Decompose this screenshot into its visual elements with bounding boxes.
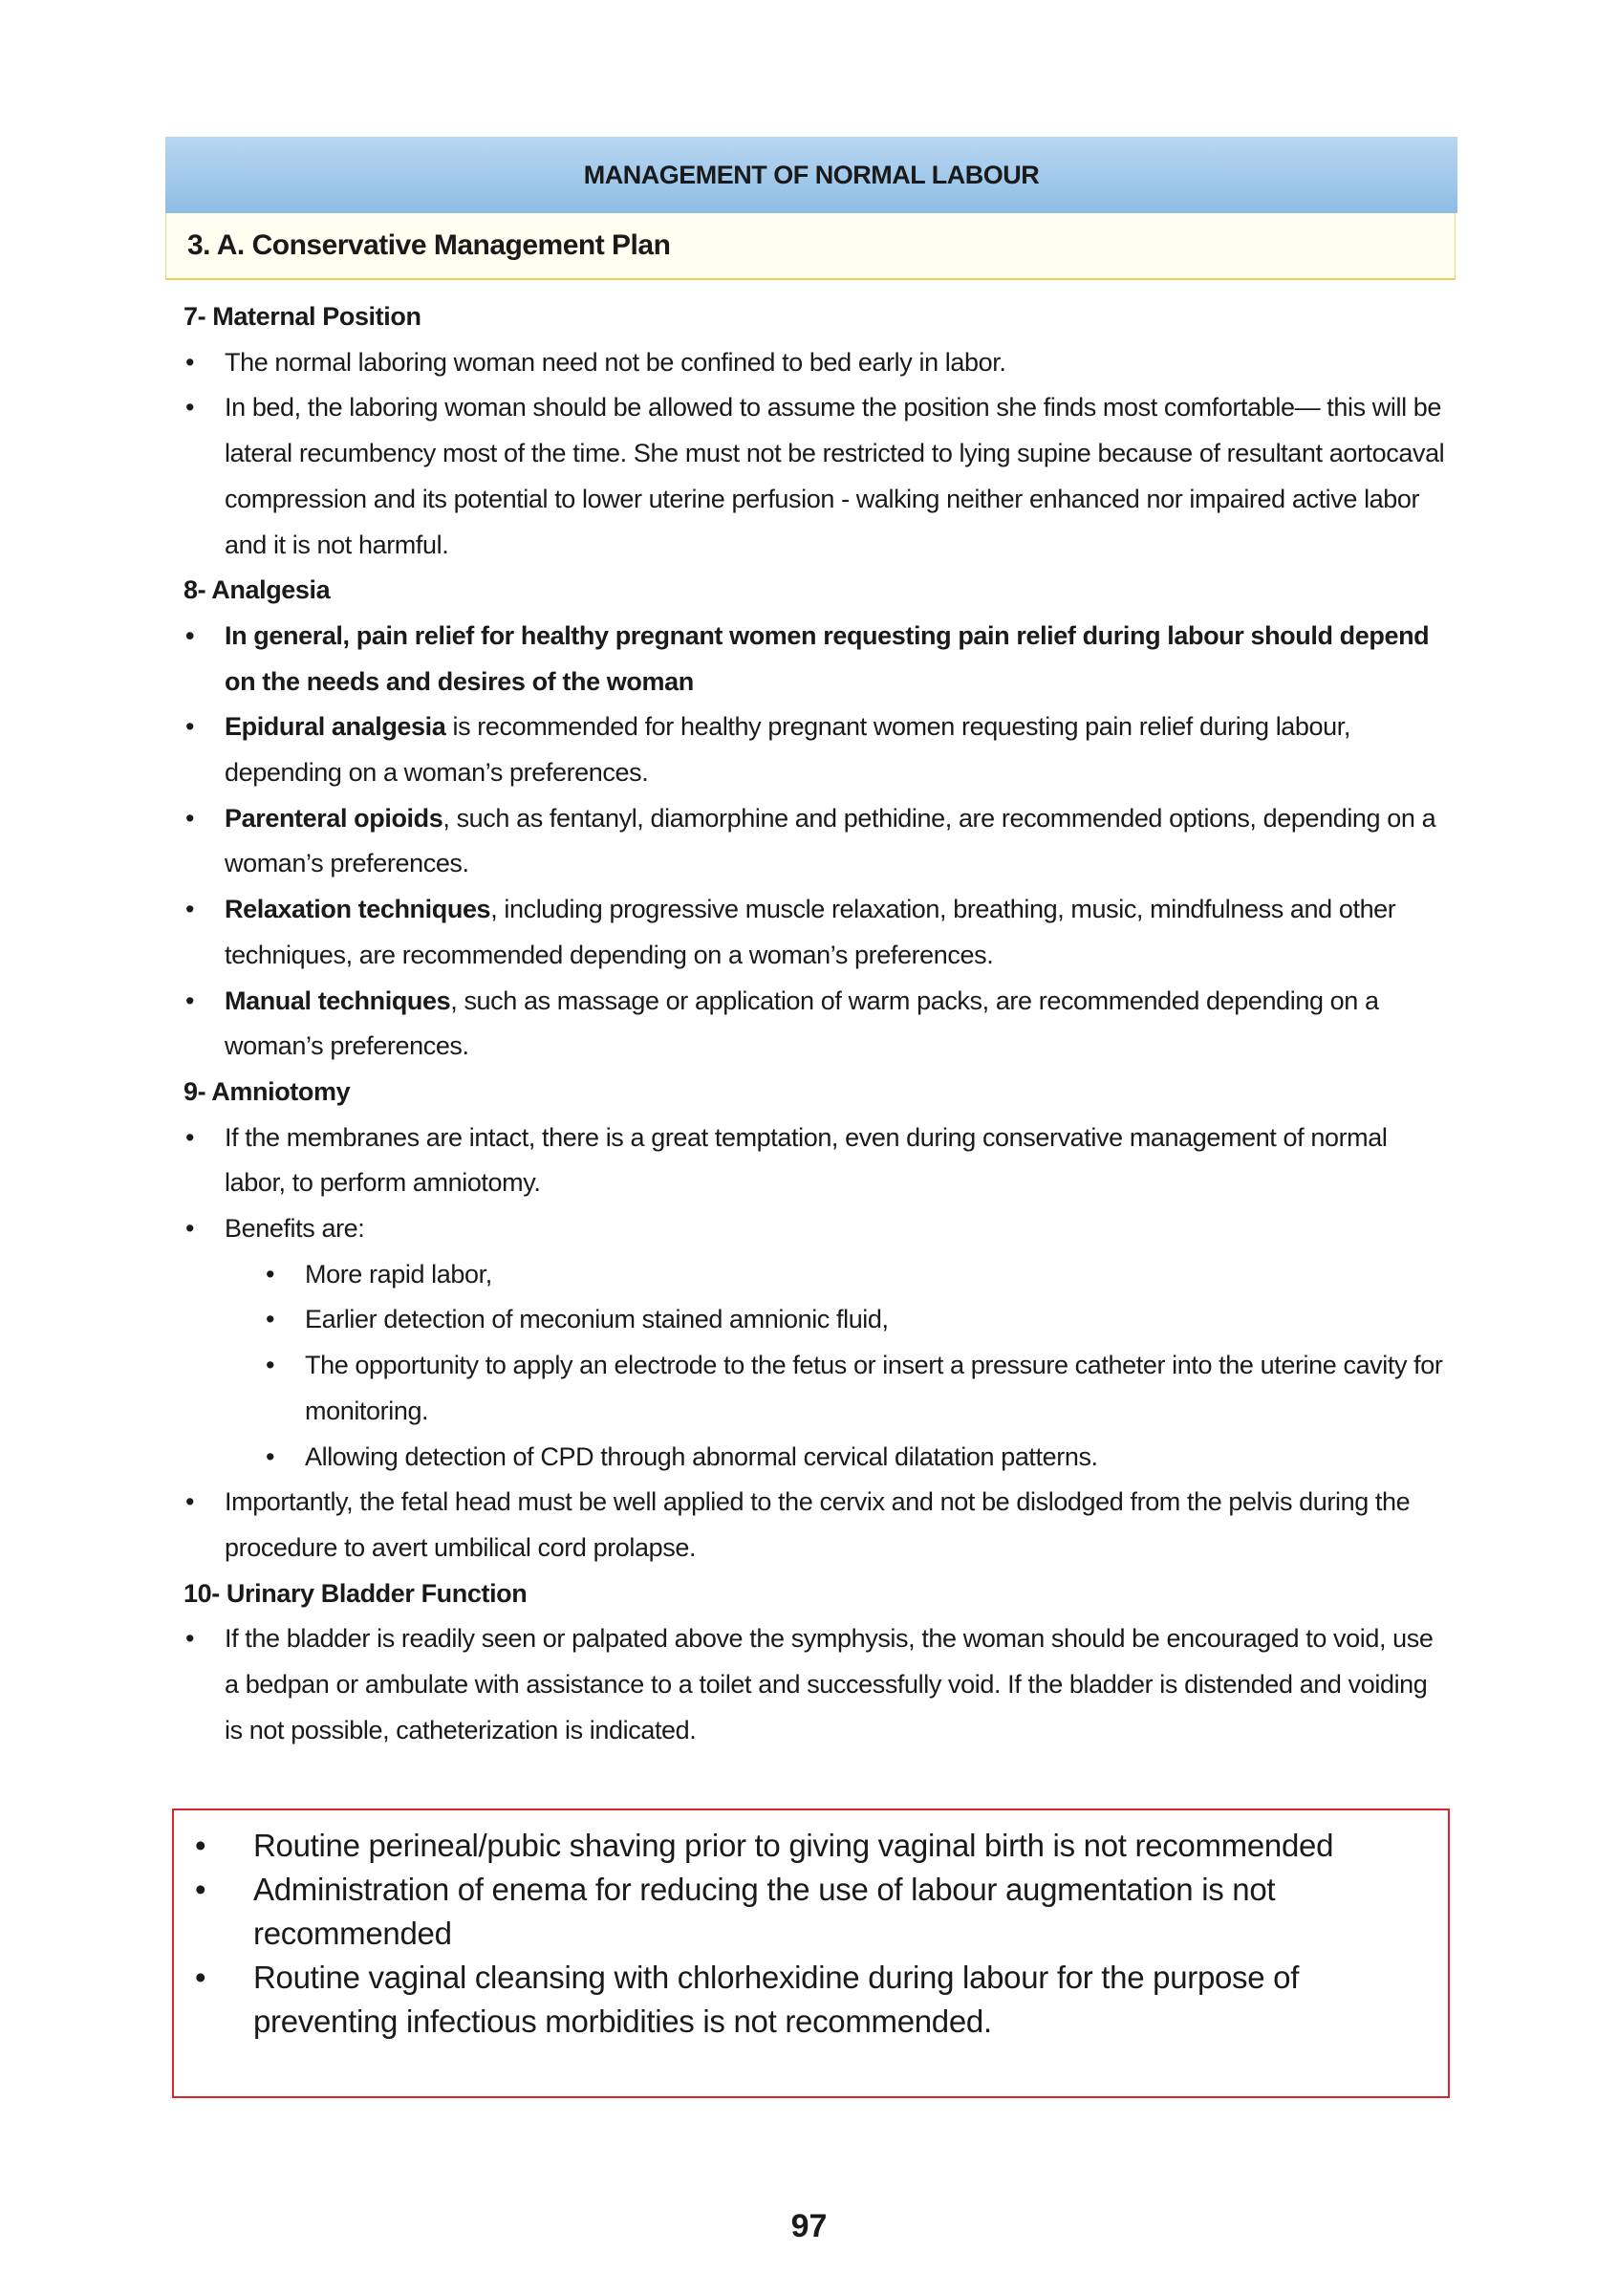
box-item: • Administration of enema for reducing the use of labour augmentation is not recommended [193, 1868, 1429, 1956]
list-item: • Importantly, the fetal head must be well applied to the cervix and not be dislodged from the pelvis during the procedure to avert umbilical cord prolapse. [183, 1480, 1445, 1570]
list-item: • In general, pain relief for healthy pregnant women requesting pain relief during labour should depend on the needs and desires of the woman [183, 614, 1445, 704]
list-item [183, 796, 1445, 887]
term: Manual techniques [225, 986, 451, 1015]
box-item: • Routine perineal/pubic shaving prior to giving vaginal birth is not recommended [193, 1824, 1429, 1868]
text: , including progressive muscle relaxation, breathing, music, mindfulness and other techniques, are recommended depending on a woman’s preferences. [225, 895, 1396, 969]
list-item: • If the bladder is readily seen or palpated above the symphysis, the woman should be encouraged to void, use a bedpan or ambulate with assistance to a toilet and successfully void. If the bladder is distended and voiding is not possible, catheterization is indicated. [183, 1616, 1445, 1753]
chapter-header: MANAGEMENT OF NORMAL LABOUR [165, 137, 1457, 213]
list-item: • The normal laboring woman need not be confined to bed early in labor. [183, 340, 1445, 386]
text: , such as fentanyl, diamorphine and pethidine, are recommended options, depending on a woman’s preferences. [225, 803, 1436, 878]
sub-list-item: • Allowing detection of CPD through abnormal cervical dilatation patterns. [264, 1435, 1445, 1481]
term: Epidural analgesia [225, 712, 446, 742]
page-number: 97 [790, 2208, 828, 2244]
sub-list-item: • Earlier detection of meconium stained amnionic fluid, [264, 1297, 1445, 1343]
text: , such as massage or application of warm packs, are recommended depending on a woman’s preferences. [225, 986, 1379, 1061]
sub-list-item: • More rapid labor, [264, 1252, 1445, 1298]
heading-amniotomy: 9- Amniotomy [183, 1076, 351, 1106]
section-title: 3. A. Conservative Management Plan [165, 213, 1456, 280]
heading-maternal-position: 7- Maternal Position [183, 302, 421, 331]
sub-list-item: • The opportunity to apply an electrode to the fetus or insert a pressure catheter into the uterine cavity for monitoring. [264, 1343, 1445, 1434]
list-item [183, 704, 1445, 795]
list-item [183, 979, 1445, 1070]
list-item: • If the membranes are intact, there is a great temptation, even during conservative management of normal labor, to perform amniotomy. [183, 1116, 1445, 1206]
recommendations-box [172, 1809, 1450, 2098]
heading-analgesia: 8- Analgesia [183, 575, 331, 605]
heading-urinary-bladder: 10- Urinary Bladder Function [183, 1578, 528, 1608]
list-item [183, 887, 1445, 978]
box-item: • Routine vaginal cleansing with chlorhexidine during labour for the purpose of preventing infectious morbidities is not recommended. [193, 1956, 1429, 2044]
text: is recommended for healthy pregnant women requesting pain relief during labour, depending on a woman’s preferences. [225, 712, 1350, 788]
term: Relaxation techniques [225, 895, 491, 924]
term: Parenteral opioids [225, 803, 443, 833]
list-item: • Benefits are: [183, 1206, 1445, 1252]
content [183, 294, 1445, 1754]
list-item: • In bed, the laboring woman should be allowed to assume the position she finds most comfortable— this will be lateral recumbency most of the time. She must not be restricted to lying supine because of resultant aortocaval compression and its potential to lower uterine perfusion - walking neither enhanced nor impaired active labor and it is not harmful. [183, 385, 1445, 568]
